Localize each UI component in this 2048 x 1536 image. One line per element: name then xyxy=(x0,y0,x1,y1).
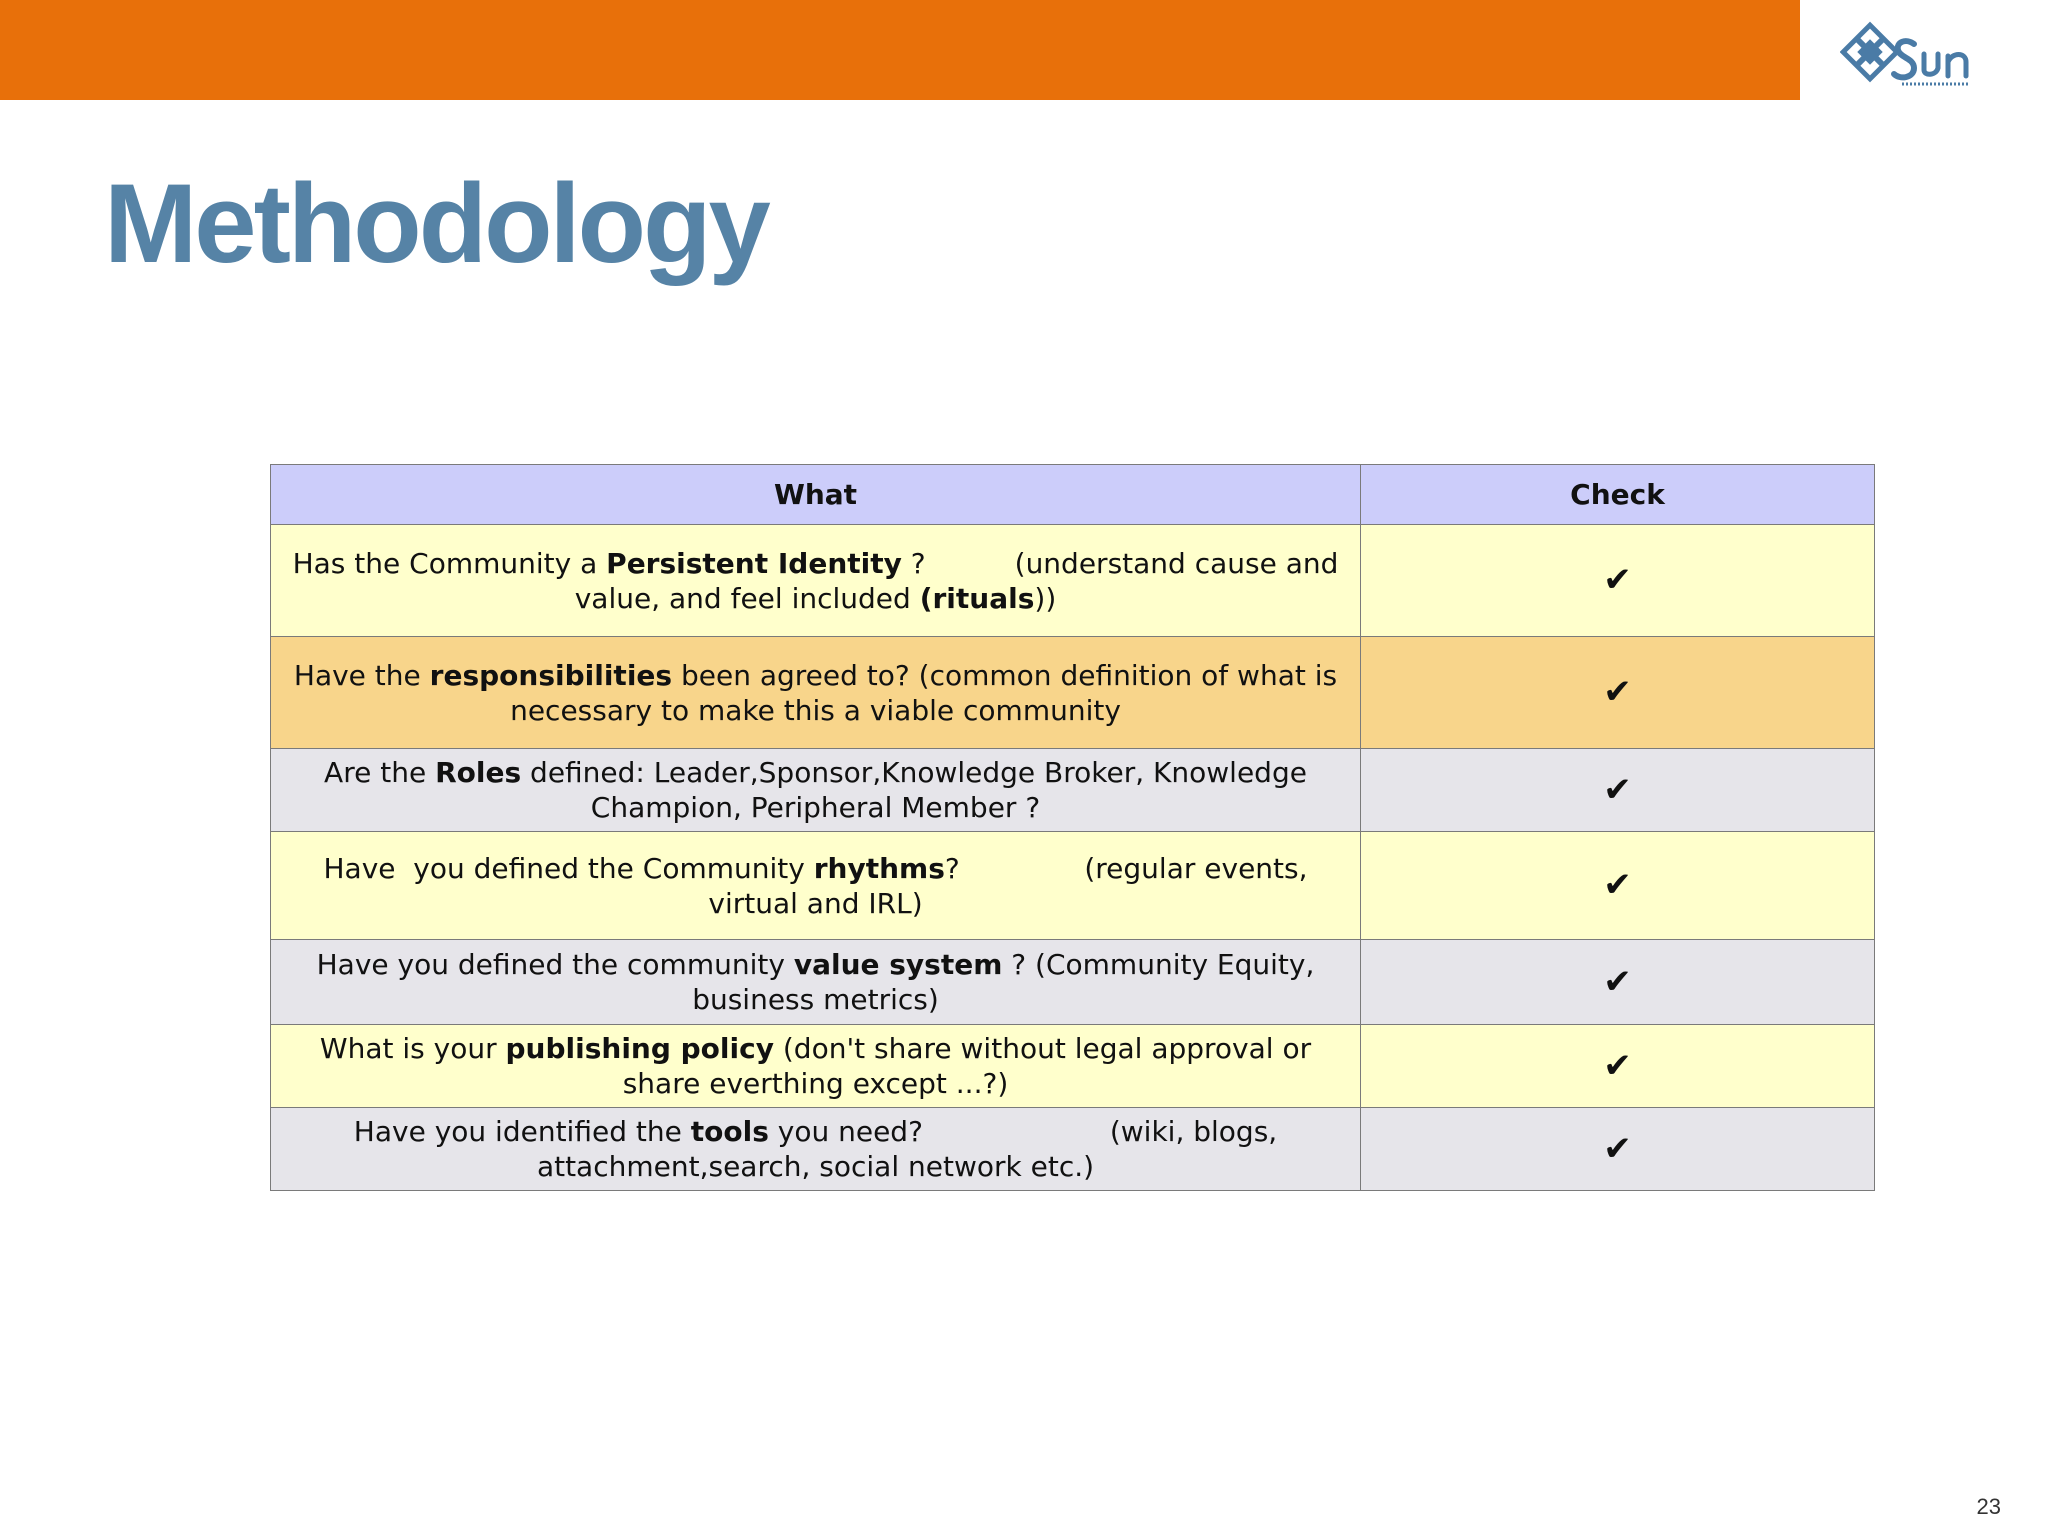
check-cell xyxy=(1361,637,1875,749)
question-text: Has the Community a xyxy=(292,546,607,580)
sun-logo-icon xyxy=(1840,18,2010,98)
checkmark-icon: ✔ xyxy=(1603,1128,1632,1169)
header-check: Check xyxy=(1361,465,1875,525)
table-row xyxy=(271,749,1875,832)
check-cell xyxy=(1361,1108,1875,1191)
top-banner xyxy=(0,0,1800,100)
checkmark-icon: ✔ xyxy=(1603,769,1632,810)
checkmark-icon: ✔ xyxy=(1603,560,1632,600)
question-text: ? (regular events, virtual and IRL) xyxy=(708,851,1317,920)
question-cell xyxy=(271,940,1361,1025)
question-keyword: Persistent Identity xyxy=(606,546,902,580)
check-cell xyxy=(1361,1025,1875,1108)
table-row xyxy=(271,1025,1875,1108)
question-keyword: value system xyxy=(793,948,1003,981)
question-text: ? (Community Equity, business metrics) xyxy=(692,948,1324,1016)
checkmark-icon: ✔ xyxy=(1603,961,1632,1002)
question-keyword: Roles xyxy=(435,756,522,789)
question-cell xyxy=(271,832,1361,940)
page-number: 23 xyxy=(1976,1494,2001,1519)
table-row xyxy=(271,940,1875,1025)
question-text: Have you defined the Community xyxy=(323,851,814,885)
table-row xyxy=(271,1108,1875,1191)
header-what: What xyxy=(271,465,1361,525)
question-cell xyxy=(271,637,1361,749)
question-cell xyxy=(271,749,1361,832)
question-text: (don't share without legal approval or share everthing except ...?) xyxy=(622,1032,1321,1100)
checkmark-icon: ✔ xyxy=(1603,672,1632,712)
table-row xyxy=(271,832,1875,940)
question-text: you need? (wiki, blogs, attachment,search, social network etc.) xyxy=(536,1115,1287,1183)
question-text: Are the xyxy=(324,756,436,789)
table-body xyxy=(271,525,1875,1191)
question-cell xyxy=(271,1025,1361,1108)
sun-microsystems-logo xyxy=(1840,18,2010,98)
check-cell xyxy=(1361,749,1875,832)
question-text: defined: Leader,Sponsor,Knowledge Broker, Knowledge Champion, Peripheral Member ? xyxy=(521,756,1316,824)
question-cell xyxy=(271,525,1361,637)
question-keyword: responsibilities xyxy=(429,658,673,692)
question-text: ? (understand cause and value, and feel included xyxy=(574,546,1348,615)
question-keyword: tools xyxy=(690,1115,769,1148)
question-keyword: publishing policy xyxy=(505,1032,774,1065)
question-text: Have the xyxy=(293,658,430,692)
question-text: What is your xyxy=(319,1032,506,1065)
methodology-checklist-table xyxy=(270,464,1875,1191)
table-header-row xyxy=(271,465,1875,525)
question-keyword: rhythms xyxy=(813,851,945,885)
question-text: been agreed to? (common definition of what is necessary to make this a viable community xyxy=(510,658,1346,727)
check-cell xyxy=(1361,940,1875,1025)
question-text: )) xyxy=(1034,581,1057,615)
table-row xyxy=(271,637,1875,749)
check-cell xyxy=(1361,832,1875,940)
check-cell xyxy=(1361,525,1875,637)
question-cell xyxy=(271,1108,1361,1191)
question-text: Have you identified the xyxy=(353,1115,691,1148)
checkmark-icon: ✔ xyxy=(1603,1045,1632,1086)
table-row xyxy=(271,525,1875,637)
checkmark-icon: ✔ xyxy=(1603,865,1632,905)
slide-title: Methodology xyxy=(104,161,768,286)
question-text: Have you defined the community xyxy=(316,948,794,981)
question-keyword: (rituals xyxy=(919,581,1035,615)
